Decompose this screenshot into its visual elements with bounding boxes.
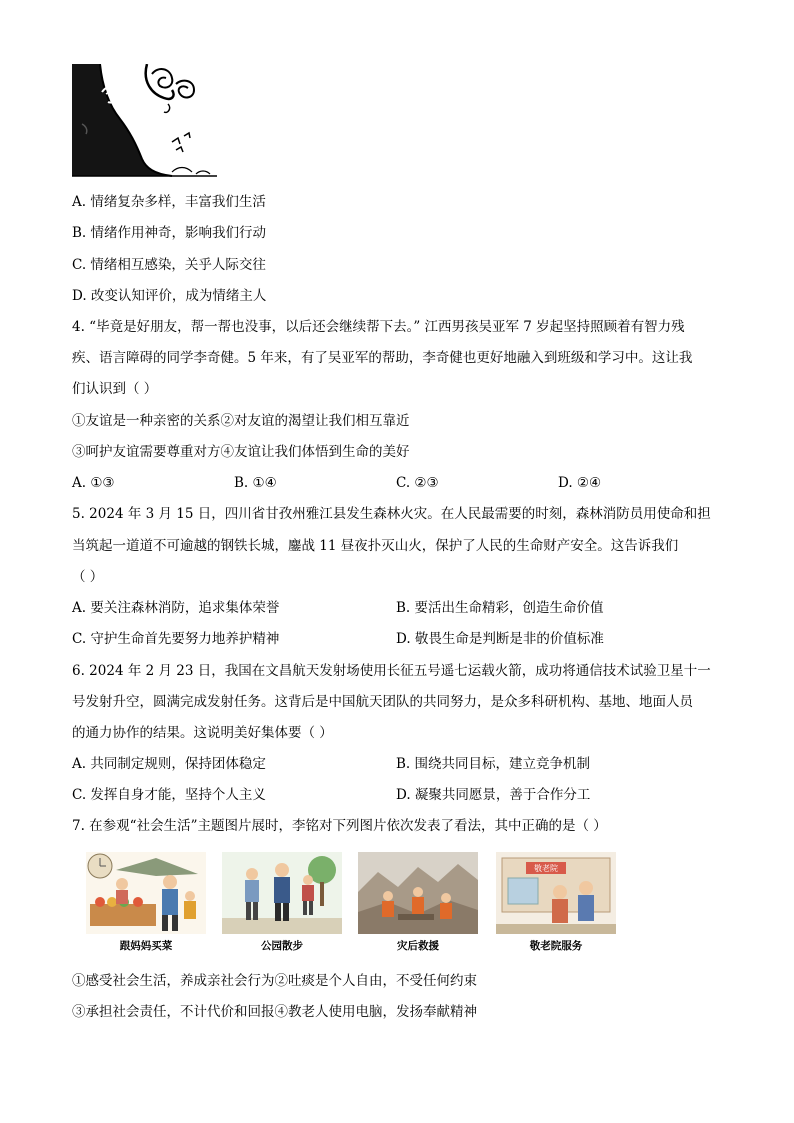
q5-stem-line-3: （ ） [72, 569, 104, 585]
q6-option-b: B. 围绕共同目标，建立竞争机制 [396, 756, 591, 772]
q7-item-line-1: ①感受社会生活，养成亲社会行为②吐痰是个人自由，不受任何约束 [72, 973, 477, 989]
q6-option-a: A. 共同制定规则，保持团体稳定 [72, 756, 266, 772]
q5-stem-line-1: 5. 2024 年 3 月 15 日，四川省甘孜州雅江县发生森林火灾。在人民最需要的时刻，森林消防员用使命和担 [72, 506, 711, 522]
caption-park-walk: 公园散步 [261, 940, 303, 952]
q3-option-c: C. 情绪相互感染，关乎人际交往 [72, 257, 266, 273]
q4-option-a: A. ①③ [72, 475, 115, 491]
q3-option-b: B. 情绪作用神奇，影响我们行动 [72, 225, 267, 241]
q4-stem-line-3: 们认识到（ ） [72, 381, 158, 397]
q6-option-c: C. 发挥自身才能，坚持个人主义 [72, 787, 266, 803]
q7-item-line-2: ③承担社会责任，不计代价和回报④教老人使用电脑，发扬奉献精神 [72, 1004, 477, 1020]
nursing-home-sign-text: 敬老院 [534, 864, 558, 873]
q7-picture-strip [86, 852, 616, 957]
caption-shopping: 跟妈妈买菜 [119, 940, 173, 952]
q6-stem-line-2: 号发射升空，圆满完成发射任务。这背后是中国航天团队的共同努力，是众多科研机构、基地、地面人员 [72, 694, 693, 710]
q5-stem-line-2: 当筑起一道道不可逾越的钢铁长城，鏖战 11 昼夜扑灭山火，保护了人民的生命财产安全。这告诉我们 [72, 538, 679, 554]
q4-option-c: C. ②③ [396, 475, 439, 491]
q7-stem: 7. 在参观“社会生活”主题图片展时，李铭对下列图片依次发表了看法，其中正确的是（ ） [72, 818, 607, 834]
q5-option-c: C. 守护生命首先要努力地养护精神 [72, 631, 280, 647]
nursing-home-picture [496, 852, 616, 934]
q4-item-line-1: ①友谊是一种亲密的关系②对友谊的渴望让我们相互靠近 [72, 413, 410, 429]
q4-stem-line-1: 4. “毕竟是好朋友，帮一帮也没事，以后还会继续帮下去。” 江西男孩吴亚军 7 岁起坚持照顾着有智力残 [72, 319, 685, 335]
q5-option-b: B. 要活出生命精彩，创造生命价值 [396, 600, 604, 616]
rescue-picture [358, 852, 478, 934]
shopping-picture [86, 852, 206, 934]
q4-item-line-2: ③呵护友谊需要尊重对方④友谊让我们体悟到生命的美好 [72, 444, 410, 460]
tree-cartoon-image [72, 64, 217, 184]
q4-stem-line-2: 疾、语言障碍的同学李奇健。5 年来，有了吴亚军的帮助，李奇健也更好地融入到班级和学习中。这让我 [72, 350, 693, 366]
q4-option-b: B. ①④ [234, 475, 277, 491]
q3-option-d: D. 改变认知评价，成为情绪主人 [72, 288, 267, 304]
park-walk-picture [222, 852, 342, 934]
q4-option-d: D. ②④ [558, 475, 602, 491]
caption-rescue: 灾后救援 [397, 940, 439, 952]
q6-stem-line-1: 6. 2024 年 2 月 23 日，我国在文昌航天发射场使用长征五号遥七运载火箭，成功将通信技术试验卫星十一 [72, 663, 711, 679]
q6-stem-line-3: 的通力协作的结果。这说明美好集体要（ ） [72, 725, 333, 741]
caption-nursing-home: 敬老院服务 [529, 940, 583, 952]
q5-option-d: D. 敬畏生命是判断是非的价值标准 [396, 631, 604, 647]
q5-option-a: A. 要关注森林消防，追求集体荣誉 [72, 600, 280, 616]
q3-option-a: A. 情绪复杂多样，丰富我们生活 [72, 194, 266, 210]
q6-option-d: D. 凝聚共同愿景，善于合作分工 [396, 787, 591, 803]
